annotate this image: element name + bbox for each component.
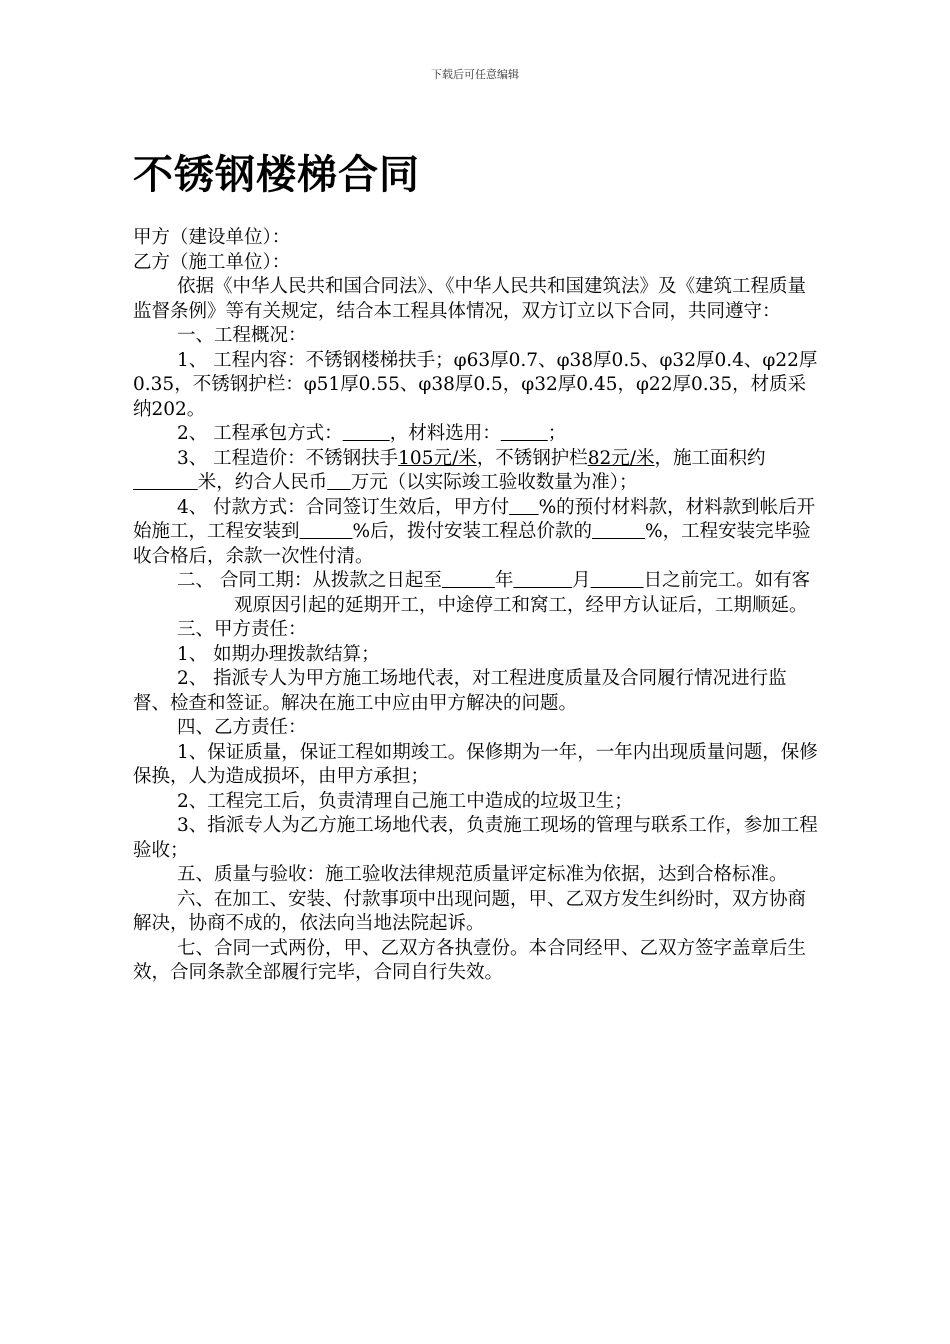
install-percent-blank: [300, 521, 353, 542]
amount-blank: [327, 472, 351, 493]
section-1-item-2: [133, 422, 819, 447]
item-4-text-d: %，工程安装完毕验收合格后，余款一次性付清。: [133, 521, 811, 567]
section-2-text-b: 日之前完工。如有客观原因引起的延期开工，中途停工和窝工，经甲方认证后，工期顺延。: [234, 570, 811, 616]
section-1-item-3: [133, 447, 819, 496]
item-4-text-a: 4、 付款方式：合同签订生效后，甲方付: [177, 496, 510, 518]
section-1-title: 一、工程概况：: [177, 325, 307, 346]
party-b-line: 乙方（施工单位）：: [133, 251, 291, 273]
total-percent-blank: [592, 521, 645, 542]
item-3-text-c: ，施工面积约: [654, 447, 766, 469]
header-note: 下载后可任意编辑: [431, 68, 519, 81]
section-1-item-1: 1、 工程内容：不锈钢楼梯扶手；φ63厚0.7、φ38厚0.5、φ32厚0.4、φ22厚0.35，不锈钢护栏：φ51厚0.55、φ38厚0.5，φ32厚0.45，φ22厚0.35，材质采纳202。: [133, 349, 818, 420]
prepay-percent-blank: [509, 497, 538, 518]
contract-method-blank: [343, 423, 390, 444]
item-3-text-b: ，不锈钢护栏: [476, 447, 588, 469]
handrail-price: 105元/米: [398, 447, 477, 469]
section-2-text-a: 二、 合同工期：从拨款之日起至: [177, 570, 442, 591]
section-2: [133, 569, 819, 618]
document-title: 不锈钢楼梯合同: [133, 152, 420, 198]
section-3-item-1: 1、 如期办理拨款结算；: [177, 643, 380, 665]
item-4-text-b: %的预付材料款，材料款到帐后开始施工，工程安装到: [133, 496, 816, 542]
section-4-item-3: 3、指派专人为乙方施工场地代表，负责施工现场的管理与联系工作，参加工程验收；: [133, 815, 818, 861]
section-7: 七、合同一式两份，甲、乙双方各执壹份。本合同经甲、乙双方签字盖章后生效，合同条款全部履行完毕，合同自行失效。: [133, 937, 807, 983]
item-3-text-e: 万元（以实际竣工验收数量为准）；: [350, 472, 638, 493]
section-4-item-2: 2、工程完工后，负责清理自己施工中造成的垃圾卫生；: [177, 790, 633, 812]
item-2-text-a: 2、 工程承包方式：: [177, 423, 343, 444]
section-1-item-4: [133, 496, 819, 570]
day-blank: [591, 570, 644, 591]
section-6: 六、在加工、安装、付款事项中出现问题，甲、乙双方发生纠纷时，双方协商解决，协商不成的，依法向当地法院起诉。: [133, 888, 807, 934]
item-3-text-d: 米，约合人民币: [197, 472, 328, 493]
item-2-text-c: ；: [547, 423, 567, 444]
year-blank: [442, 570, 495, 591]
item-4-text-c: %后，拨付安装工程总价款的: [352, 521, 593, 542]
intro-paragraph: 依据《中华人民共和国合同法》、《中华人民共和国建筑法》及《建筑工程质量监督条例》等有关规定，结合本工程具体情况，双方订立以下合同，共同遵守：: [133, 276, 807, 322]
item-3-text-a: 3、 工程造价：不锈钢扶手: [177, 447, 399, 469]
month-label: 月: [572, 570, 591, 591]
year-label: 年: [494, 570, 514, 591]
material-choice-blank: [501, 423, 548, 444]
guardrail-price: 82元/米: [587, 447, 655, 469]
area-blank: [133, 472, 198, 493]
item-2-text-b: ，材料选用：: [389, 423, 501, 444]
section-4-item-1: 1、保证质量，保证工程如期竣工。保修期为一年，一年内出现质量问题，保修保换，人为造成损坏，由甲方承担；: [133, 741, 818, 787]
section-5: 五、质量与验收：施工验收法律规范质量评定标准为依据，达到合格标准。: [177, 864, 788, 885]
contract-body: [133, 226, 819, 986]
month-blank: [513, 570, 572, 591]
section-3-item-2: 2、 指派专人为甲方施工场地代表，对工程进度质量及合同履行情况进行监督、检查和签证。解决在施工中应由甲方解决的问题。: [133, 668, 787, 714]
section-4-title: 四、乙方责任：: [177, 717, 307, 738]
section-3-title: 三、甲方责任：: [177, 619, 307, 640]
party-a-line: 甲方（建设单位）：: [133, 227, 291, 248]
